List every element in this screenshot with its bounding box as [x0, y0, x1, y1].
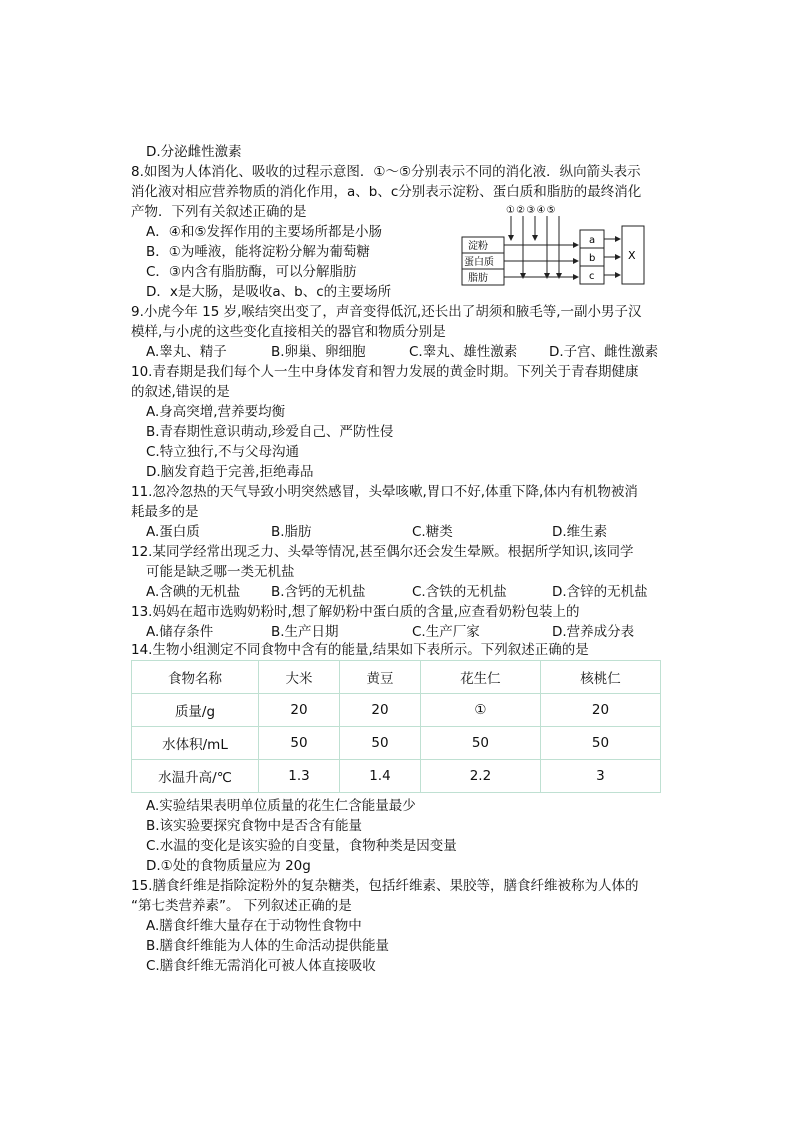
table-header-cell: 大米 — [259, 661, 340, 694]
q9-stem-line-1: 9.小虎今年 15 岁,喉结突出变了，声音变得低沉,还长出了胡须和腋毛等,一副小男子汉 — [131, 304, 642, 320]
table-cell: 20 — [540, 694, 660, 727]
table-row — [132, 694, 661, 727]
q11-stem-line-2: 耗最多的是 — [131, 504, 199, 520]
nutrient-protein: 蛋白质 — [464, 257, 494, 268]
q7-option-d: D.分泌雌性激素 — [146, 144, 242, 160]
q8-option-a: A．④和⑤发挥作用的主要场所都是小肠 — [146, 224, 382, 240]
q10-stem-line-1: 10.青春期是我们每个人一生中身体发育和智力发展的黄金时期。下列关于青春期健康 — [131, 364, 639, 380]
table-cell: 50 — [540, 727, 660, 760]
product-a: a — [589, 235, 596, 246]
table-cell: 2.2 — [420, 760, 540, 793]
q11-stem-line-1: 11.忽冷忽热的天气导致小明突然感冒，头晕咳嗽,胃口不好,体重下降,体内有机物被消 — [131, 484, 638, 500]
q14-option-d: D.①处的食物质量应为 20g — [146, 858, 311, 874]
table-row — [132, 760, 661, 793]
table-row — [132, 727, 661, 760]
table-header-cell: 核桃仁 — [540, 661, 660, 694]
q9-stem-line-2: 模样,与小虎的这些变化直接相关的器官和物质分别是 — [131, 324, 446, 340]
q12-stem-line-2: 可能是缺乏哪一类无机盐 — [146, 564, 295, 580]
q15-option-b: B.膳食纤维能为人体的生命活动提供能量 — [146, 938, 390, 954]
q12-option-b: B.含钙的无机盐 — [271, 584, 366, 600]
q9-option-d: D.子宫、雌性激素 — [549, 344, 659, 360]
q11-option-b: B.脂肪 — [271, 524, 312, 540]
q12-option-d: D.含锌的无机盐 — [552, 584, 648, 600]
q11-option-c: C.糖类 — [412, 524, 453, 540]
q11-option-a: A.蛋白质 — [146, 524, 200, 540]
q8-stem-line-1: 8.如图为人体消化、吸收的过程示意图．①～⑤分别表示不同的消化液．纵向箭头表示 — [131, 164, 641, 180]
q15-option-c: C.膳食纤维无需消化可被人体直接吸收 — [146, 958, 376, 974]
q13-stem: 13.妈妈在超市选购奶粉时,想了解奶粉中蛋白质的含量,应查看奶粉包装上的 — [131, 604, 580, 620]
q10-option-c: C.特立独行,不与父母沟通 — [146, 444, 300, 460]
nutrient-fat: 脂肪 — [468, 273, 488, 284]
q9-option-a: A.睾丸、精子 — [146, 344, 227, 360]
q13-option-a: A.储存条件 — [146, 624, 214, 640]
table-cell: 50 — [259, 727, 340, 760]
q8-stem-line-3: 产物．下列有关叙述正确的是 — [131, 204, 307, 220]
q14-option-a: A.实验结果表明单位质量的花生仁含能量最少 — [146, 798, 416, 814]
q13-options — [0, 622, 794, 642]
q9-options — [0, 342, 794, 362]
table-header-cell: 食物名称 — [132, 661, 259, 694]
q10-stem-line-2: 的叙述,错误的是 — [131, 384, 230, 400]
q13-option-b: B.生产日期 — [271, 624, 339, 640]
organ-x-label: X — [628, 249, 636, 262]
q8-option-c: C．③内含有脂肪酶，可以分解脂肪 — [146, 264, 357, 280]
q9-option-c: C.睾丸、雄性激素 — [409, 344, 518, 360]
product-b: b — [589, 253, 596, 264]
q10-option-d: D.脑发育趋于完善,拒绝毒品 — [146, 464, 314, 480]
table-cell: 水体积/mL — [132, 727, 259, 760]
table-cell: 3 — [540, 760, 660, 793]
q8-option-b: B．①为唾液，能将淀粉分解为葡萄糖 — [146, 244, 370, 260]
q15-option-a: A.膳食纤维大量存在于动物性食物中 — [146, 918, 362, 934]
q14-stem: 14.生物小组测定不同食物中含有的能量,结果如下表所示。下列叙述正确的是 — [131, 642, 589, 658]
table-header-cell: 花生仁 — [420, 661, 540, 694]
q12-option-a: A.含碘的无机盐 — [146, 584, 241, 600]
table-cell: 1.3 — [259, 760, 340, 793]
q8-option-d: D．x是大肠，是吸收a、b、c的主要场所 — [146, 284, 392, 300]
table-cell: 20 — [339, 694, 420, 727]
q14-option-b: B.该实验要探究食物中是否含有能量 — [146, 818, 363, 834]
table-cell: 质量/g — [132, 694, 259, 727]
table-cell: 50 — [420, 727, 540, 760]
juice-labels: ①②③④⑤ — [506, 205, 557, 216]
food-energy-table — [131, 660, 661, 793]
table-header-cell: 黄豆 — [339, 661, 420, 694]
q11-options — [0, 522, 794, 542]
q12-options — [0, 582, 794, 602]
product-c: c — [589, 271, 595, 282]
q13-option-d: D.营养成分表 — [552, 624, 635, 640]
table-cell: ① — [420, 694, 540, 727]
q14-option-c: C.水温的变化是该实验的自变量，食物种类是因变量 — [146, 838, 457, 854]
table-cell: 20 — [259, 694, 340, 727]
q11-option-d: D.维生素 — [552, 524, 608, 540]
table-header-row — [132, 661, 661, 694]
table-cell: 水温升高/℃ — [132, 760, 259, 793]
q10-option-a: A.身高突增,营养要均衡 — [146, 404, 286, 420]
nutrient-starch: 淀粉 — [468, 241, 488, 252]
q8-stem-line-2: 消化液对相应营养物质的消化作用，a、b、c分别表示淀粉、蛋白质和脂肪的最终消化 — [131, 184, 642, 200]
digestion-diagram — [458, 200, 648, 288]
table-cell: 1.4 — [339, 760, 420, 793]
q12-stem-line-1: 12.某同学经常出现乏力、头晕等情况,甚至偶尔还会发生晕厥。根据所学知识,该同学 — [131, 544, 634, 560]
q10-option-b: B.青春期性意识萌动,珍爱自己、严防性侵 — [146, 424, 394, 440]
q13-option-c: C.生产厂家 — [412, 624, 480, 640]
q12-option-c: C.含铁的无机盐 — [412, 584, 507, 600]
q9-option-b: B.卵巢、卵细胞 — [271, 344, 366, 360]
q15-stem-line-1: 15.膳食纤维是指除淀粉外的复杂糖类，包括纤维素、果胶等，膳食纤维被称为人体的 — [131, 878, 639, 894]
table-cell: 50 — [339, 727, 420, 760]
q15-stem-line-2: “第七类营养素”。 下列叙述正确的是 — [131, 898, 352, 914]
